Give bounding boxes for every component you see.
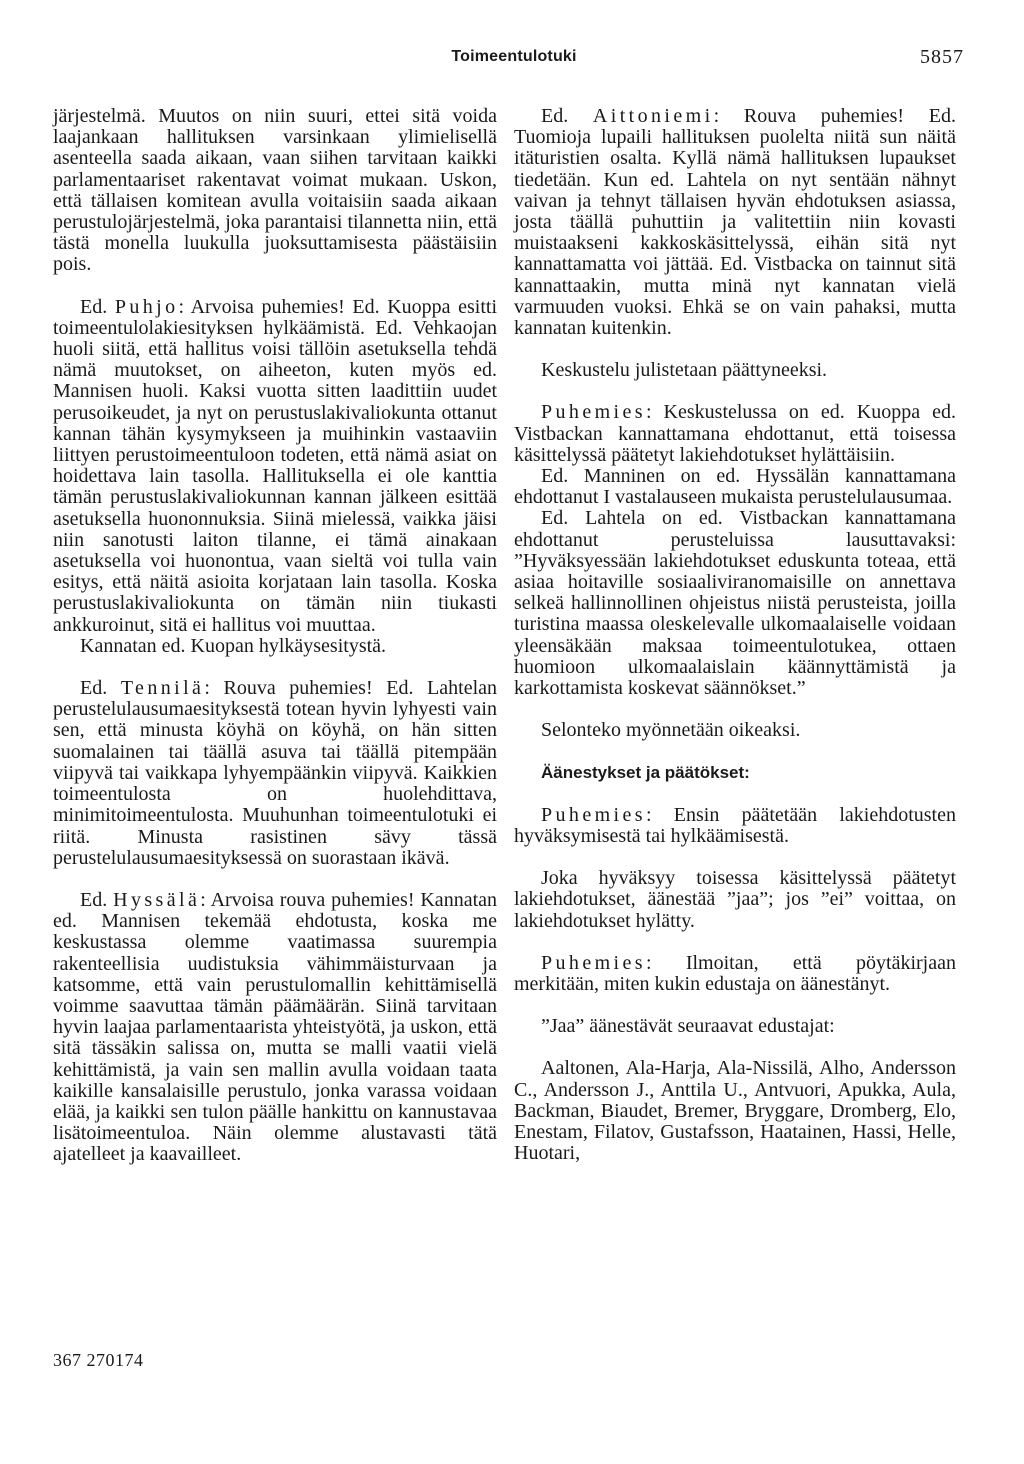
paragraph-support: Kannatan ed. Kuopan hylkäysesitystä. <box>80 634 387 657</box>
speech-lead: Ed. <box>80 888 114 911</box>
paragraph-report-approved: Selonteko myönnetään oikeaksi. <box>541 719 801 742</box>
left-column <box>53 106 497 1166</box>
speech-tennila <box>53 678 497 869</box>
speaker-name-aittoniemi: Aittoniemi <box>592 105 714 127</box>
speech-lead: Ed. <box>541 105 593 127</box>
speech-lead: Ed. <box>80 677 121 700</box>
speech-body: : Arvoisa rouva puhemies! Kannatan ed. Mannisen tekemää ehdotusta, koska me keskustassa olemme vaatimassa suurempia rakenteellisia uudistuksia vähimmäisturvaan ja katsomme, että vain perustulomallin kehittämisellä voimme saavuttaa tämän päämäärän. Siinä tarvitaan hyvin laajaa parlamentaarista yhteistyötä, ja uskon, että sitä tässäkin salissa on, mutta se malli vaatii vielä kehittämistä, ja vain sen mallin avulla voidaan taata kaikille kansalaisille perustulo, jonka varassa voidaan elää, ja kaikki sen tulon päälle hankittu on kannustavaa lisätoimeentuloa. Näin olemme alustavasti tätä ajatelleet ja kaavailleet. <box>53 888 497 1166</box>
print-code: 367 270174 <box>53 1350 144 1370</box>
speaker-name-puhemies: Puhemies <box>541 401 646 424</box>
speech-body: : Arvoisa puhemies! Ed. Kuoppa esitti toimeentulolakiesityksen hylkäämistä. Ed. Vehkaojan huoli siitä, että hallitus voisi tällöin asetuksella tehdä nämä muutokset, on aiheeton, kuten myös ed. Mannisen huoli. Kaksi vuotta sitten laadittiin uudet perusoikeudet, ja nyt on perustuslakivaliokunta ottanut kannan tähän kysymykseen ja muihinkin vastaaviin liittyen perustoimeentuloon todeten, että nämä asiat on hoidettava lain tasolla. Hallituksella ei ole kanttia tämän perustuslakivaliokunnan kannan jälkeen esittää asetuksella huononnuksia. Siinä mielessä, vaikka jäisi niin sanotusti laiton tilanne, ei tämä ainakaan asetuksella voi huonontua, vaan sieltä voi tulla vain esitys, että näitä asioita korjataan lain tasolla. Koska perustuslakivaliokunta on tämän niin tiukasti ankkuroinut, sitä ei hallitus voi muuttaa. <box>53 295 498 636</box>
speech-body: : Rouva puhemies! Ed. Lahtelan perustelulausumaesityksestä totean hyvin lyhyesti vain sen, että minusta köyhä on köyhä, on hän sitten suomalainen tai täällä asuva tai täällä pitempään viipyvä tai vaikkapa lyhyempäänkin viipyvä. Kaikkien toimeentulosta on huolehdittava, minimitoimeentulosta. Muuhunhan toimeentulotuki ei riitä. Minusta rasistinen sävy tässä perustelulausumaesityksessä on suorastaan ikävä. <box>53 677 498 869</box>
paragraph-proposal-manninen: Ed. Manninen on ed. Hyssälän kannattamana ehdottanut I vastalauseen mukaista perustelulausumaa. <box>514 465 956 509</box>
speech-hyssala <box>53 890 497 1166</box>
speaker-name-hyssala: Hyssälä <box>113 888 201 911</box>
list-yes-voters: Aaltonen, Ala-Harja, Ala-Nissilä, Alho, Andersson C., Andersson J., Anttila U., Antvuori, Apukka, Aula, Backman, Biaudet, Bremer, Bryggare, Dromberg, Elo, Enestam, Filatov, Gustafsson, Haatainen, Hassi, Helle, Huotari, <box>514 1057 956 1165</box>
paragraph-yes-voters-intro: ”Jaa” äänestävät seuraavat edustajat: <box>541 1015 835 1038</box>
speech-chair-record <box>514 953 956 995</box>
speech-chair-order <box>514 805 956 847</box>
speech-body: : Ilmoitan, että pöytäkirjaan merkitään, miten kukin edustaja on äänestänyt. <box>514 951 956 995</box>
speaker-name-puhjo: Puhjo <box>114 295 179 318</box>
speech-body: : Keskustelussa on ed. Kuoppa ed. Vistbackan kannattamana ehdottanut, että toisessa käsittelyssä päätetyt lakiehdotukset hylättäisiin. <box>514 401 956 466</box>
speech-lead: Ed. <box>80 295 115 318</box>
speech-puhjo <box>53 297 497 636</box>
page-header <box>0 46 1024 76</box>
running-title: Toimeentulotuki <box>451 48 577 65</box>
paragraph-proposal-lahtela: Ed. Lahtela on ed. Vistbackan kannattamana ehdottanut perusteluissa lausuttavaksi: ”Hyväksyessään lakiehdotukset eduskunta toteaa, että asiaa hoitaville sosiaaliviranomaisille on annettava selkeä hallinnollinen ohjeistus niistä perusteista, joilla turistina maassa oleskelevalle ulkomaalaiselle voidaan yleensäkään maksaa toimeentulotukea, ottaen huomioon ulkomaalaislain käännyttämistä ja karkottamista koskevat säännökset.” <box>514 507 956 700</box>
right-column <box>514 106 956 1164</box>
speech-chair-proposals <box>514 402 956 466</box>
paragraph-continuation: järjestelmä. Muutos on niin suuri, ettei sitä voida laajankaan hallituksen varsinkaan ylimielisellä asenteella saada aikaan, vaan siihen tarvitaan kaikki parlamentaariset rakentavat voimat mukaan. Uskon, että tällaisen komitean avulla voitaisiin saada aikaan perustulojärjestelmä, joka parantaisi tilannetta niin, että tästä monella luukulla juoksuttamisesta päästäisiin pois. <box>53 105 497 276</box>
speaker-name-puhemies: Puhemies <box>541 803 646 826</box>
speech-body: : Ensin päätetään lakiehdotusten hyväksymisestä tai hylkäämisestä. <box>514 803 956 847</box>
page-number: 5857 <box>920 46 964 68</box>
paragraph-vote-instructions: Joka hyväksyy toisessa käsittelyssä päätetyt lakiehdotukset, äänestää ”jaa”; jos ”ei” voittaa, on lakiehdotukset hylätty. <box>514 867 956 932</box>
speaker-name-puhemies: Puhemies <box>541 951 646 974</box>
speaker-name-tennila: Tennilä <box>120 677 205 700</box>
speech-body: : Rouva puhemies! Ed. Tuomioja lupaili hallituksen puolelta niitä sun näitä itäturistien osalta. Kyllä nämä hallituksen lupaukset tiedetään. Kun ed. Lahtela on nyt sentään nähnyt vaivan ja tehnyt tällaisen hyvän ehdotuksen asiassa, josta täällä puhuttiin ja valitettiin niin kovasti muistaakseni kakkoskäsittelyssä, eihän sitä nyt kannattamatta voi jättää. Ed. Vistbacka on tainnut sitä kannattaakin, mutta minä nyt kannatan vielä varmuuden vuoksi. Ehkä se on vain pahaksi, mutta kannatan kuitenkin. <box>514 105 956 340</box>
paragraph-debate-closed: Keskustelu julistetaan päättyneeksi. <box>541 359 828 382</box>
speech-aittoniemi <box>514 106 956 339</box>
section-heading: Äänestykset ja päätökset: <box>541 763 750 783</box>
